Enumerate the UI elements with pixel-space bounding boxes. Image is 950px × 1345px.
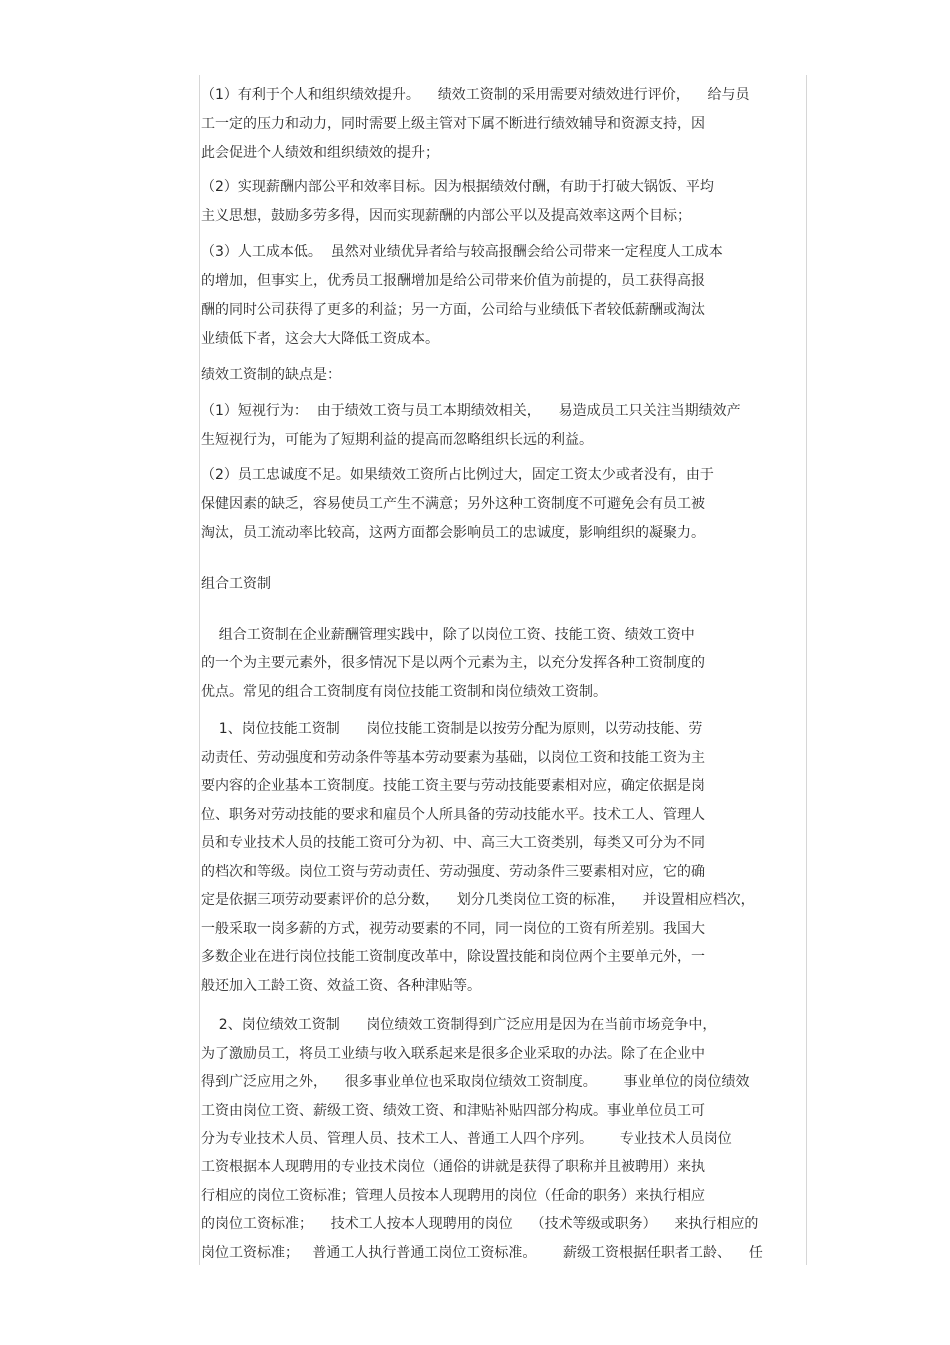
text-line: 工资由岗位工资、薪级工资、绩效工资、和津贴补贴四部分构成。事业单位员工可 [201, 1103, 705, 1119]
text-line: 业绩低下者，这会大大降低工资成本。 [201, 331, 439, 347]
text-line: 岗位工资标准； 普通工人执行普通工岗位工资标准。 薪级工资根据任职者工龄、 任 [201, 1245, 763, 1261]
text-line: （3）人工成本低。 虽然对业绩优异者给与较高报酬会给公司带来一定程度人工成本 [201, 244, 723, 260]
text-line: 主义思想，鼓励多劳多得，因而实现薪酬的内部公平以及提高效率这两个目标； [201, 208, 691, 224]
text-line: 员和专业技术人员的技能工资可分为初、中、高三大工资类别，每类又可分为不同 [201, 835, 705, 851]
left-margin-rule [199, 75, 200, 1265]
text-line: 保健因素的缺乏，容易使员工产生不满意；另外这种工资制度不可避免会有员工被 [201, 496, 705, 512]
text-line: 优点。常见的组合工资制度有岗位技能工资制和岗位绩效工资制。 [201, 684, 607, 700]
text-line: 工一定的压力和动力，同时需要上级主管对下属不断进行绩效辅导和资源支持，因 [201, 116, 705, 132]
text-line: 的档次和等级。岗位工资与劳动责任、劳动强度、劳动条件三要素相对应，它的确 [201, 864, 705, 880]
text-line: 要内容的企业基本工资制度。技能工资主要与劳动技能要素相对应，确定依据是岗 [201, 778, 705, 794]
text-line: 动责任、劳动强度和劳动条件等基本劳动要素为基础，以岗位工资和技能工资为主 [201, 750, 705, 766]
text-line: （2）实现薪酬内部公平和效率目标。因为根据绩效付酬，有助于打破大锅饭、平均 [201, 179, 714, 195]
text-line: 得到广泛应用之外， 很多事业单位也采取岗位绩效工资制度。 事业单位的岗位绩效 [201, 1074, 750, 1090]
text-line: （2）员工忠诚度不足。如果绩效工资所占比例过大，固定工资太少或者没有，由于 [201, 467, 714, 483]
text-line: 组合工资制在企业薪酬管理实践中，除了以岗位工资、技能工资、绩效工资中 [201, 627, 695, 643]
text-line: 的增加，但事实上，优秀员工报酬增加是给公司带来价值为前提的，员工获得高报 [201, 273, 705, 289]
text-line: 淘汰，员工流动率比较高，这两方面都会影响员工的忠诚度，影响组织的凝聚力。 [201, 525, 705, 541]
section-label: 绩效工资制的缺点是： [201, 367, 341, 383]
text-line: 般还加入工龄工资、效益工资、各种津贴等。 [201, 978, 481, 994]
text-line: 的岗位工资标准； 技术工人按本人现聘用的岗位 （技术等级或职务） 来执行相应的 [201, 1216, 759, 1232]
text-line: 2、岗位绩效工资制 岗位绩效工资制得到广泛应用是因为在当前市场竞争中， [201, 1017, 717, 1033]
text-line: 的一个为主要元素外，很多情况下是以两个元素为主，以充分发挥各种工资制度的 [201, 655, 705, 671]
text-line: 酬的同时公司获得了更多的利益；另一方面，公司给与业绩低下者较低薪酬或淘汰 [201, 302, 705, 318]
text-line: 工资根据本人现聘用的专业技术岗位（通俗的讲就是获得了职称并且被聘用）来执 [201, 1159, 705, 1175]
text-line: 分为专业技术人员、管理人员、技术工人、普通工人四个序列。 专业技术人员岗位 [201, 1131, 732, 1147]
section-heading: 组合工资制 [201, 576, 271, 592]
text-line: （1）短视行为： 由于绩效工资与员工本期绩效相关， 易造成员工只关注当期绩效产 [201, 403, 741, 419]
text-line: 多数企业在进行岗位技能工资制度改革中，除设置技能和岗位两个主要单元外，一 [201, 949, 705, 965]
text-line: 位、职务对劳动技能的要求和雇员个人所具备的劳动技能水平。技术工人、管理人 [201, 807, 705, 823]
text-line: 行相应的岗位工资标准；管理人员按本人现聘用的岗位（任命的职务）来执行相应 [201, 1188, 705, 1204]
text-line: 定是依据三项劳动要素评价的总分数， 划分几类岗位工资的标准， 并设置相应档次， [201, 892, 755, 908]
text-line: 生短视行为，可能为了短期利益的提高而忽略组织长远的利益。 [201, 432, 593, 448]
text-line: 一般采取一岗多薪的方式，视劳动要素的不同，同一岗位的工资有所差别。我国大 [201, 921, 705, 937]
text-line: （1）有利于个人和组织绩效提升。 绩效工资制的采用需要对绩效进行评价， 给与员 [201, 87, 750, 103]
text-line: 1、岗位技能工资制 岗位技能工资制是以按劳分配为原则，以劳动技能、劳 [201, 721, 703, 737]
text-line: 为了激励员工，将员工业绩与收入联系起来是很多企业采取的办法。除了在企业中 [201, 1046, 705, 1062]
right-margin-rule [806, 75, 807, 1265]
text-line: 此会促进个人绩效和组织绩效的提升； [201, 145, 439, 161]
